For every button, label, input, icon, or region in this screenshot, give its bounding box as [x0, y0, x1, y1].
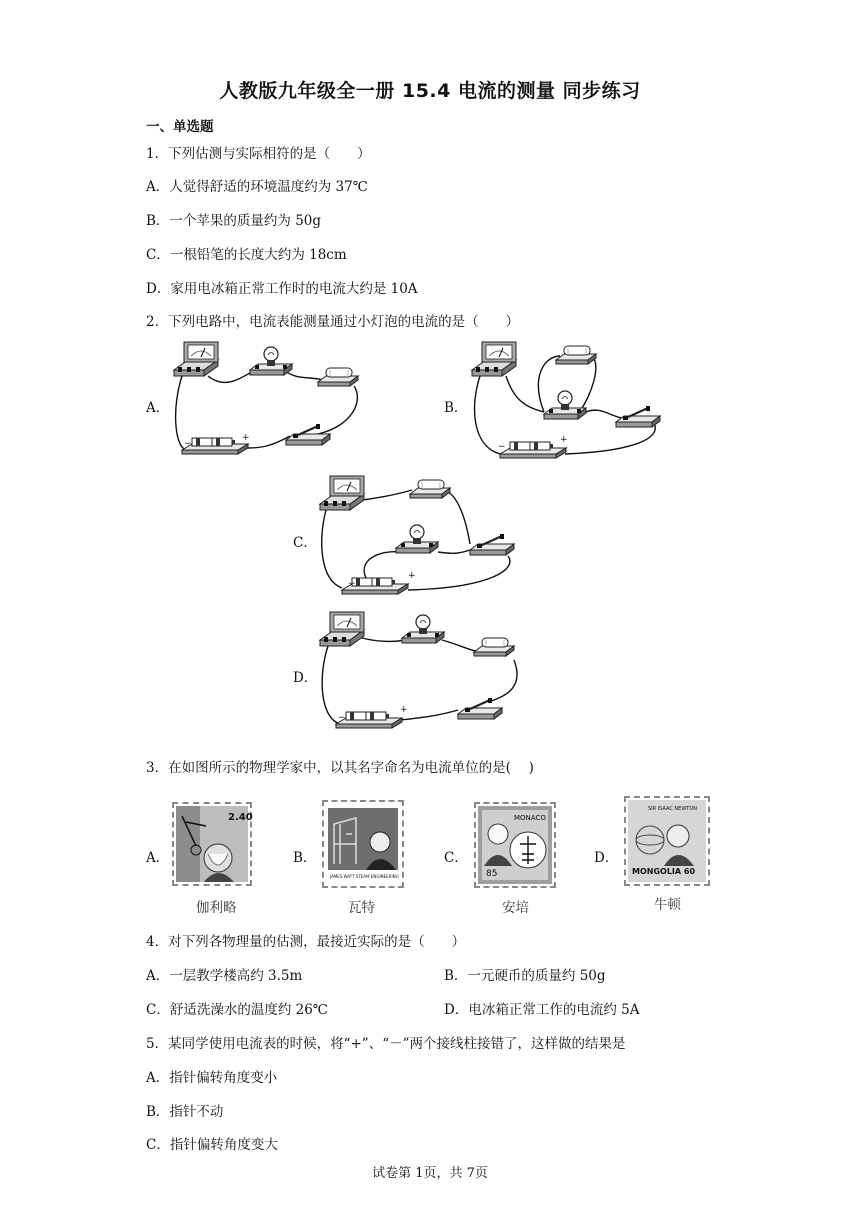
question-1-option-b: B．一个苹果的质量约为 50g — [146, 213, 322, 229]
question-1-option-a: A．人觉得舒适的环境温度约为 37℃ — [146, 179, 368, 195]
page-title: 人教版九年级全一册 15.4 电流的测量 同步练习 — [219, 80, 641, 102]
svg-text:−: − — [348, 579, 356, 589]
svg-text:−: − — [338, 713, 346, 723]
scientist-name-newton: 牛顿 — [654, 897, 681, 913]
newton-stamp-country: MONGOLIA 60 — [632, 867, 696, 876]
question-4-option-b: B．一元硬币的质量约 50g — [444, 968, 606, 984]
question-2-label-b: B． — [444, 400, 468, 416]
watt-stamp-image — [322, 800, 404, 888]
question-4-stem: 4．对下列各物理量的估测，最接近实际的是（ ） — [146, 934, 466, 950]
question-2-stem: 2．下列电路中，电流表能测量通过小灯泡的电流的是（ ） — [146, 314, 520, 330]
question-2-label-a: A． — [146, 400, 170, 416]
question-4-option-c: C．舒适洗澡水的温度约 26℃ — [146, 1002, 328, 1018]
battery-plus-label: + — [242, 433, 250, 443]
svg-text:+: + — [560, 435, 568, 445]
question-2-label-c: C． — [293, 535, 317, 551]
question-5-stem: 5．某同学使用电流表的时候，将“+”、“－”两个接线柱接错了，这样做的结果是 — [146, 1036, 626, 1052]
ampere-stamp-image — [474, 802, 556, 888]
question-5-option-c: C．指针偏转角度变大 — [146, 1137, 278, 1153]
ampere-stamp-value: 85 — [486, 869, 498, 879]
scientist-name-ampere: 安培 — [502, 900, 529, 916]
question-3-label-a: A． — [146, 850, 170, 866]
svg-text:−: − — [498, 442, 506, 452]
circuit-d — [318, 606, 528, 741]
question-5-option-a: A．指针偏转角度变小 — [146, 1070, 278, 1086]
svg-text:+: + — [400, 705, 408, 715]
question-2-label-d: D． — [293, 670, 318, 686]
scientist-name-galileo: 伽利略 — [196, 900, 237, 916]
question-4-option-a: A．一层教学楼高约 3.5m — [146, 968, 303, 984]
scientist-name-watt: 瓦特 — [348, 900, 375, 916]
question-3-label-c: C． — [444, 850, 468, 866]
question-3-label-b: B． — [293, 850, 317, 866]
question-5-option-b: B．指针不动 — [146, 1104, 224, 1120]
newton-stamp-caption: SIR ISAAC NEWTON — [648, 806, 697, 812]
question-1-option-c: C．一根铅笔的长度大约为 18cm — [146, 247, 347, 263]
question-1-option-d: D．家用电冰箱正常工作时的电流大约是 10A — [146, 281, 418, 297]
battery-minus-label: − — [184, 439, 192, 449]
galileo-stamp-image — [172, 802, 252, 886]
question-1-stem: 1．下列估测与实际相符的是（ ） — [146, 146, 371, 162]
question-4-option-d: D．电冰箱正常工作的电流约 5A — [444, 1002, 640, 1018]
page-footer: 试卷第 1页，共 7页 — [372, 1166, 488, 1181]
svg-text:+: + — [408, 571, 416, 581]
newton-stamp-image — [624, 796, 710, 886]
section-heading: 一、单选题 — [146, 119, 214, 135]
circuit-c — [318, 470, 528, 605]
circuit-a — [172, 336, 372, 466]
question-3-stem: 3．在如图所示的物理学家中，以其名字命名为电流单位的是( ) — [146, 760, 534, 776]
ampere-stamp-country: MONACO — [514, 814, 546, 822]
question-3-label-d: D． — [594, 850, 619, 866]
watt-stamp-caption: JAMES WATT STEAM ENGINEERING — [330, 874, 399, 879]
circuit-b — [470, 336, 670, 466]
galileo-stamp-value: 2.40 — [228, 812, 253, 823]
